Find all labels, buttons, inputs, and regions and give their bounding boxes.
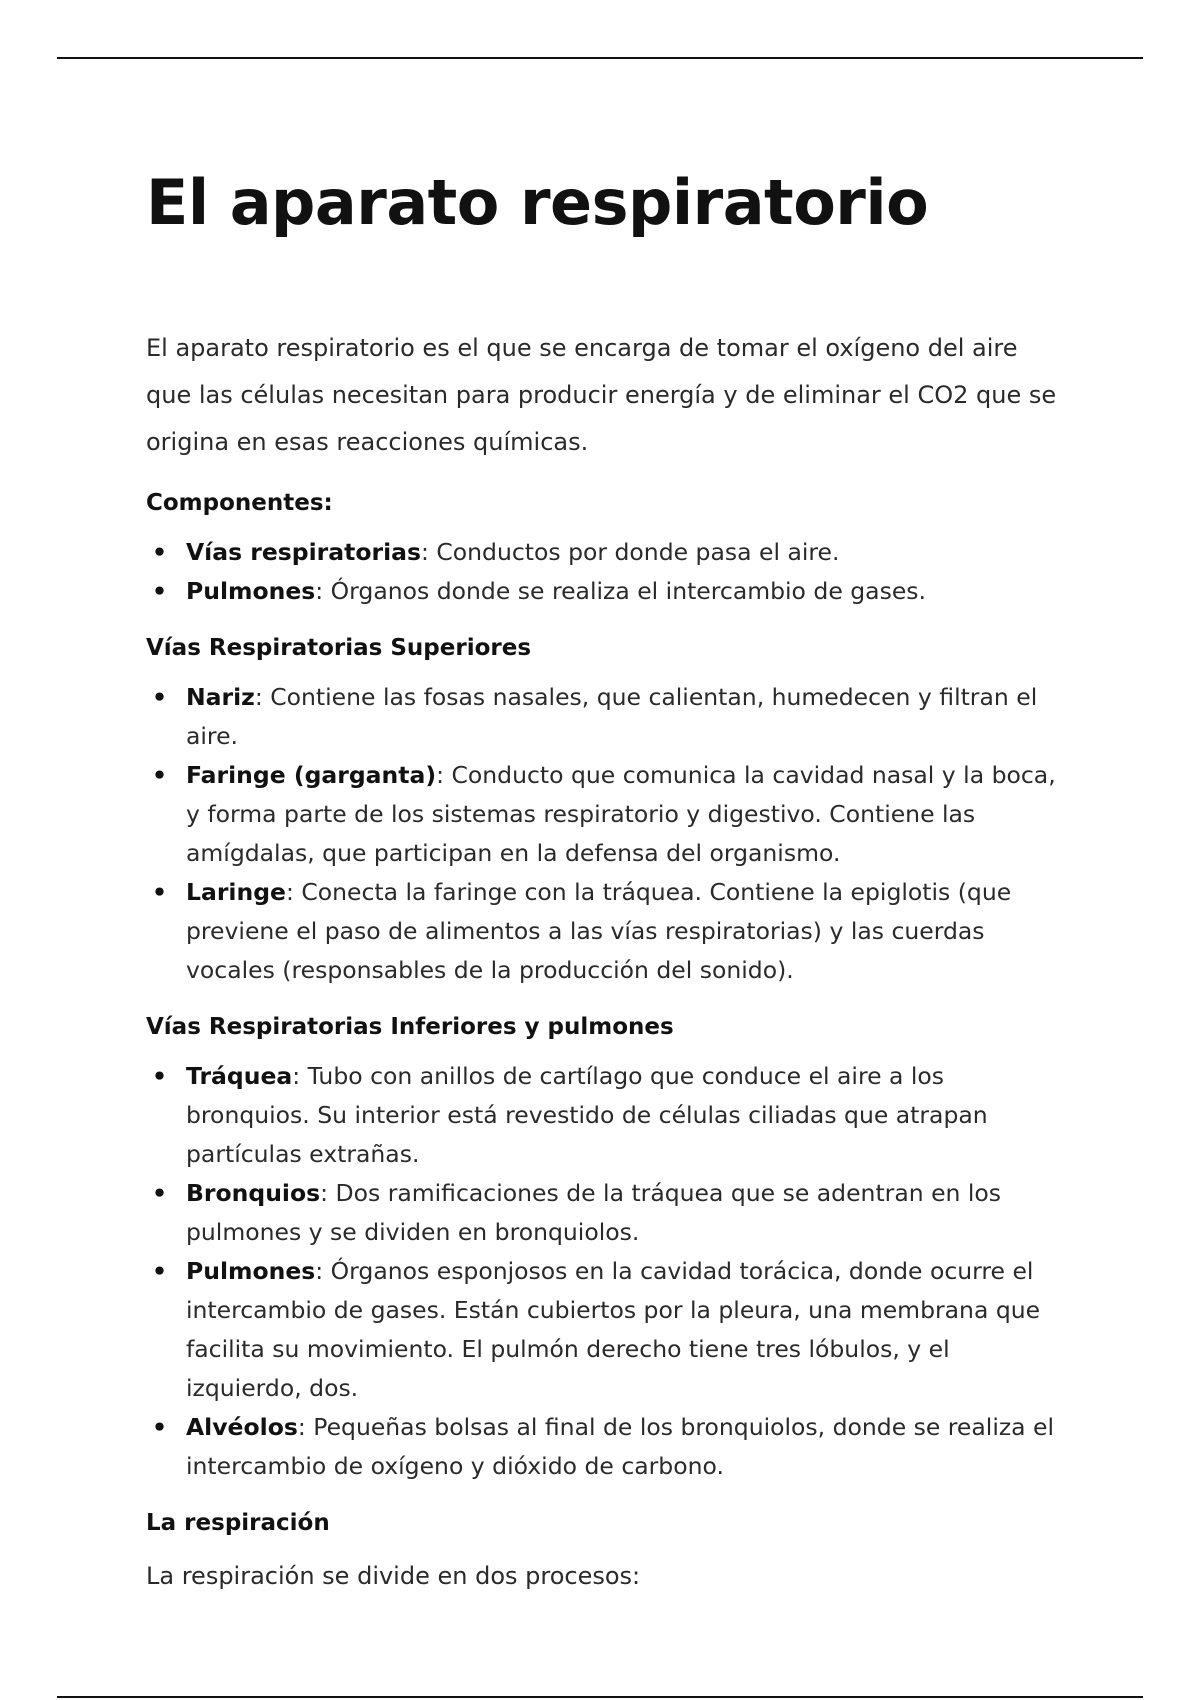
item-description: : Pequeñas bolsas al final de los bronquiolos, donde se realiza el intercambio de oxígeno y dióxido de carbono.: [186, 1413, 1055, 1480]
item-description: : Conducto que comunica la cavidad nasal y la boca, y forma parte de los sistemas respiratorio y digestivo. Contiene las amígdalas, que participan en la defensa del organismo.: [186, 761, 1056, 867]
item-description: : Tubo con anillos de cartílago que conduce el aire a los bronquios. Su interior está revestido de células ciliadas que atrapan partículas extrañas.: [186, 1062, 988, 1168]
item-term: Alvéolos: [186, 1413, 298, 1441]
intro-paragraph: El aparato respiratorio es el que se encarga de tomar el oxígeno del aire que las células necesitan para producir energía y de eliminar el CO2 que se origina en esas reacciones químicas.: [146, 334, 1057, 456]
item-term: Pulmones: [186, 1257, 316, 1285]
document-body: [146, 160, 1066, 1596]
list-item: [146, 572, 1066, 611]
list-item: [146, 756, 1066, 873]
item-term: Pulmones: [186, 577, 316, 605]
section-heading-superiores: Vías Respiratorias Superiores: [146, 635, 532, 661]
bullet-icon: •: [152, 878, 168, 906]
bullet-icon: •: [152, 577, 168, 605]
item-description: : Órganos donde se realiza el intercambio de gases.: [315, 577, 926, 605]
item-term: Faringe (garganta): [186, 761, 437, 789]
list-item: [146, 1252, 1066, 1408]
item-term: Nariz: [186, 683, 255, 711]
bullet-icon: •: [152, 1413, 168, 1441]
list-item: [146, 873, 1066, 990]
componentes-list: [146, 533, 1066, 611]
superiores-list: [146, 678, 1066, 990]
bottom-divider: [57, 1696, 1143, 1698]
item-term: Vías respiratorias: [186, 538, 421, 566]
bullet-icon: •: [152, 1257, 168, 1285]
bullet-icon: •: [152, 761, 168, 789]
item-description: : Dos ramificaciones de la tráquea que se adentran en los pulmones y se dividen en bronquiolos.: [186, 1179, 1002, 1246]
section-heading-respiracion: La respiración: [146, 1510, 330, 1536]
item-description: : Contiene las fosas nasales, que calientan, humedecen y filtran el aire.: [186, 683, 1038, 750]
list-item: [146, 1408, 1066, 1486]
bullet-icon: •: [152, 1062, 168, 1090]
bullet-icon: •: [152, 1179, 168, 1207]
list-item: [146, 678, 1066, 756]
list-item: [146, 533, 1066, 572]
item-term: Bronquios: [186, 1179, 321, 1207]
page-title: El aparato respiratorio: [146, 166, 929, 239]
inferiores-list: [146, 1057, 1066, 1486]
section-heading-inferiores: Vías Respiratorias Inferiores y pulmones: [146, 1014, 674, 1040]
top-divider: [57, 57, 1143, 59]
respiracion-paragraph: La respiración se divide en dos procesos:: [146, 1562, 641, 1590]
item-term: Laringe: [186, 878, 286, 906]
item-description: : Conecta la faringe con la tráquea. Contiene la epiglotis (que previene el paso de alimentos a las vías respiratorias) y las cuerdas vocales (responsables de la producción del sonido).: [186, 878, 1012, 984]
bullet-icon: •: [152, 683, 168, 711]
item-description: : Órganos esponjosos en la cavidad torácica, donde ocurre el intercambio de gases. Están cubiertos por la pleura, una membrana que facilita su movimiento. El pulmón derecho tiene tres lóbulos, y el izquierdo, dos.: [186, 1257, 1041, 1402]
section-heading-componentes: Componentes:: [146, 490, 333, 516]
item-term: Tráquea: [186, 1062, 293, 1090]
bullet-icon: •: [152, 538, 168, 566]
item-description: : Conductos por donde pasa el aire.: [420, 538, 840, 566]
list-item: [146, 1174, 1066, 1252]
list-item: [146, 1057, 1066, 1174]
